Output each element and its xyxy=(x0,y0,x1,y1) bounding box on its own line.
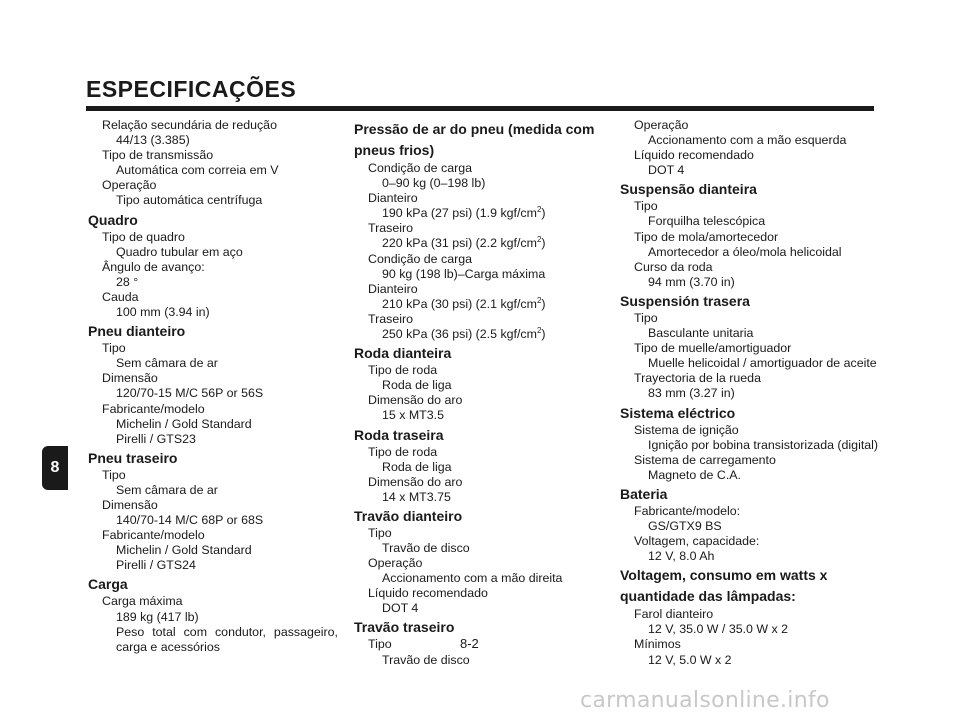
spec-label: Voltagem, capacidade: xyxy=(634,534,760,549)
spec-label: Sistema de carregamento xyxy=(634,452,776,467)
spec-label: Dianteiro xyxy=(368,281,418,296)
close-paren: ) xyxy=(541,296,546,311)
pressure-text: 190 kPa (27 psi) (1.9 kgf/cm xyxy=(382,206,537,221)
spec-value: Roda de liga xyxy=(382,459,452,474)
spec-value: Sem câmara de ar xyxy=(116,482,218,497)
spec-value: 44/13 (3.385) xyxy=(116,133,190,148)
watermark: carmanualsonline.info xyxy=(580,688,830,713)
spec-label: Tipo xyxy=(368,525,392,540)
spec-label: Fabricante/modelo: xyxy=(634,503,741,518)
spec-label: Sistema de ignição xyxy=(634,422,739,437)
title-underline xyxy=(86,106,874,111)
spec-value: 120/70-15 M/C 56P or 56S xyxy=(116,386,264,401)
spec-value: DOT 4 xyxy=(382,601,419,616)
spec-label: Mínimos xyxy=(634,637,681,652)
spec-value: carga e acessórios xyxy=(116,639,220,654)
superscript: 2 xyxy=(536,205,542,215)
section-heading-roda-dianteira: Roda dianteira xyxy=(354,345,452,362)
spec-label: Tipo xyxy=(102,341,126,356)
section-heading-voltagem-cont: quantidade das lâmpadas: xyxy=(620,588,796,605)
spec-column-3 xyxy=(620,118,882,668)
spec-value: 12 V, 8.0 Ah xyxy=(648,549,715,564)
section-heading-travao-dianteiro: Travão dianteiro xyxy=(354,507,463,524)
spec-value: Pirelli / GTS24 xyxy=(116,558,196,573)
spec-label: Tipo de mola/amortecedor xyxy=(634,229,779,244)
spec-value: Accionamento com a mão direita xyxy=(382,571,563,586)
spec-label: Dianteiro xyxy=(368,191,418,206)
spec-value: Muelle helicoidal / amortiguador de aceite xyxy=(648,356,877,371)
spec-value: Ignição por bobina transistorizada (digital) xyxy=(648,437,879,452)
pressure-text: 250 kPa (36 psi) (2.5 kgf/cm xyxy=(382,327,537,342)
spec-label: Dimensão do aro xyxy=(368,393,463,408)
spec-label: Líquido recomendado xyxy=(368,586,488,601)
spec-value: 15 x MT3.5 xyxy=(382,408,444,423)
spec-value: Michelin / Gold Standard xyxy=(116,543,252,558)
spec-label: Curso da roda xyxy=(634,259,713,274)
spec-label: Tipo xyxy=(634,199,658,214)
spec-value: Travão de disco xyxy=(382,652,470,667)
spec-value: Magneto de C.A. xyxy=(648,467,741,482)
spec-label: Tipo xyxy=(102,467,126,482)
superscript: 2 xyxy=(536,235,542,245)
spec-label: Dimensão do aro xyxy=(368,474,463,489)
spec-value: Amortecedor a óleo/mola helicoidal xyxy=(648,244,842,259)
spec-value: Accionamento com a mão esquerda xyxy=(648,133,847,148)
section-heading-voltagem: Voltagem, consumo em watts x xyxy=(620,567,828,584)
spec-value: 90 kg (198 lb)–Carga máxima xyxy=(382,266,546,281)
spec-label: Tipo de roda xyxy=(368,363,438,378)
spec-value: 94 mm (3.70 in) xyxy=(648,274,735,289)
page-number: 8-2 xyxy=(460,636,479,651)
spec-value: Pirelli / GTS23 xyxy=(116,431,196,446)
spec-label: Dimensão xyxy=(102,371,158,386)
spec-value: 14 x MT3.75 xyxy=(382,489,451,504)
spec-value xyxy=(354,206,604,221)
spec-label: Cauda xyxy=(102,289,139,304)
spec-label: Condição de carga xyxy=(368,251,473,266)
spec-column-2 xyxy=(354,118,604,668)
spec-label: Líquido recomendado xyxy=(634,148,754,163)
section-heading-carga: Carga xyxy=(88,576,128,593)
section-heading-pneu-dianteiro: Pneu dianteiro xyxy=(88,323,186,340)
spec-label: Ângulo de avanço: xyxy=(102,259,205,274)
spec-value: 189 kg (417 lb) xyxy=(116,609,199,624)
spec-value: GS/GTX9 BS xyxy=(648,518,722,533)
spec-value: Sem câmara de ar xyxy=(116,356,218,371)
spec-label: Tipo xyxy=(634,310,658,325)
chapter-tab: 8 xyxy=(42,446,68,490)
spec-label: Traseiro xyxy=(368,311,413,326)
section-heading-pressao: Pressão de ar do pneu (medida com xyxy=(354,121,595,137)
spec-value: 12 V, 5.0 W x 2 xyxy=(648,652,732,667)
spec-label: Fabricante/modelo xyxy=(102,528,205,543)
spec-label: Tipo de roda xyxy=(368,444,438,459)
spec-value: Peso total com condutor, passageiro, xyxy=(116,624,338,639)
superscript: 2 xyxy=(536,325,542,335)
spec-label: Traseiro xyxy=(368,221,413,236)
spec-value: Quadro tubular em aço xyxy=(116,244,243,259)
spec-label: Farol dianteiro xyxy=(634,607,714,622)
spec-value: Automática com correia em V xyxy=(116,163,279,178)
section-heading-pressao-cont: pneus frios) xyxy=(354,142,435,158)
spec-label: Condição de carga xyxy=(368,161,473,175)
section-heading-bateria: Bateria xyxy=(620,485,668,502)
spec-value: Michelin / Gold Standard xyxy=(116,416,252,431)
spec-label: Tipo de quadro xyxy=(102,229,185,244)
section-heading-roda-traseira: Roda traseira xyxy=(354,426,444,443)
spec-label: Dimensão xyxy=(102,497,158,512)
spec-value xyxy=(354,236,604,251)
spec-label: Relação secundária de redução xyxy=(102,118,277,132)
spec-value: 12 V, 35.0 W / 35.0 W x 2 xyxy=(648,622,789,637)
spec-label: Fabricante/modelo xyxy=(102,401,205,416)
pressure-text: 220 kPa (31 psi) (2.2 kgf/cm xyxy=(382,236,537,251)
close-paren: ) xyxy=(541,206,546,221)
spec-value: DOT 4 xyxy=(648,163,685,178)
spec-value: 83 mm (3.27 in) xyxy=(648,386,735,401)
spec-value: 28 ° xyxy=(116,274,139,289)
spec-value: Basculante unitaria xyxy=(648,326,754,341)
spec-value: Roda de liga xyxy=(382,378,452,393)
close-paren: ) xyxy=(541,327,546,342)
spec-label: Operação xyxy=(634,118,689,132)
spec-value: Tipo automática centrífuga xyxy=(116,193,263,208)
section-heading-quadro: Quadro xyxy=(88,211,138,228)
spec-value xyxy=(354,327,604,342)
section-heading-suspension-trasera: Suspensión trasera xyxy=(620,292,750,309)
spec-label: Tipo xyxy=(368,637,392,652)
spec-value: Forquilha telescópica xyxy=(648,214,766,229)
spec-value: 0–90 kg (0–198 lb) xyxy=(382,176,486,191)
spec-label: Tipo de muelle/amortiguador xyxy=(634,341,792,356)
spec-label: Operação xyxy=(102,178,157,193)
section-heading-sistema-electrico: Sistema eléctrico xyxy=(620,404,736,421)
spec-value: Travão de disco xyxy=(382,540,470,555)
spec-label: Operação xyxy=(368,556,423,571)
section-heading-pneu-traseiro: Pneu traseiro xyxy=(88,449,178,466)
superscript: 2 xyxy=(536,295,542,305)
section-heading-suspensao-dianteira: Suspensão dianteira xyxy=(620,181,757,198)
close-paren: ) xyxy=(541,236,546,251)
spec-value: 100 mm (3.94 in) xyxy=(116,305,210,320)
section-heading-travao-traseiro: Travão traseiro xyxy=(354,619,455,636)
spec-label: Trayectoria de la rueda xyxy=(634,371,761,386)
spec-column-1 xyxy=(88,118,338,655)
spec-value xyxy=(354,297,604,312)
pressure-text: 210 kPa (30 psi) (2.1 kgf/cm xyxy=(382,296,537,311)
page-title: ESPECIFICAÇÕES xyxy=(86,76,297,102)
spec-label: Carga máxima xyxy=(102,594,183,609)
spec-value: 140/70-14 M/C 68P or 68S xyxy=(116,513,264,528)
spec-label: Tipo de transmissão xyxy=(102,148,214,163)
